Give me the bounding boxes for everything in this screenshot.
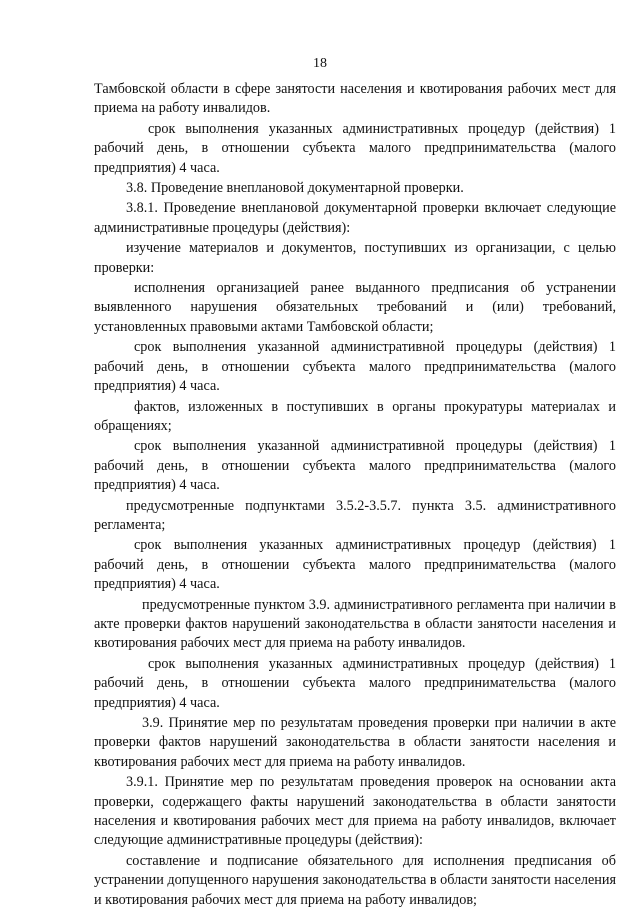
paragraph-order-drafting: составление и подписание обязательного для исполнения предписания об устранении допущенного нарушения законодательства в области занятости населения и квотирования рабочих мест для приема на работу инвалидов; [94,852,616,908]
paragraph-deadline: срок выполнения указанной административной процедуры (действия) 1 рабочий день, в отношении субъекта малого предпринимательства (малого предприятия) 4 часа. [94,339,616,395]
paragraph-point-3-9-ref: предусмотренные пунктом 3.9. административного регламента при наличии в акте проверки фактов нарушений законодательства в области занятости населения и квотирования рабочих мест для приема на работу инвалидов. [94,596,616,652]
paragraph-deadline: срок выполнения указанной административной процедуры (действия) 1 рабочий день, в отношении субъекта малого предпринимательства (малого предприятия) 4 часа. [94,438,616,494]
paragraph-deadline: срок выполнения указанных административных процедур (действия) 1 рабочий день, в отношении субъекта малого предпринимательства (малого предприятия) 4 часа. [94,537,616,593]
page-number: 18 [313,56,327,71]
paragraph-execution-order: исполнения организацией ранее выданного предписания об устранении выявленного нарушения обязательных требований и (или) требований, установленных правовыми актами Тамбовской области; [94,280,616,335]
section-heading-3-9: 3.9. Принятие мер по результатам проведения проверки при наличии в акте проверки фактов нарушений законодательства в области занятости населения и квотирования рабочих мест для приема на работу инвалидов. [94,715,616,770]
paragraph-deadline: срок выполнения указанных административных процедур (действия) 1 рабочий день, в отношении субъекта малого предпринимательства (малого предприятия) 4 часа. [94,655,616,711]
paragraph-continuation: Тамбовской области в сфере занятости населения и квотирования рабочих мест для приема на работу инвалидов. [94,81,616,117]
paragraph-subpoints: предусмотренные подпунктами 3.5.2-3.5.7. пункта 3.5. административного регламента; [94,497,616,533]
paragraph-3-8-1: 3.8.1. Проведение внеплановой документарной проверки включает следующие административные процедуры (действия): [94,200,616,236]
paragraph-study-materials: изучение материалов и документов, поступивших из организации, с целью проверки: [94,240,616,276]
document-body [94,80,616,911]
section-heading-3-8: 3.8. Проведение внеплановой документарной проверки. [126,180,464,197]
paragraph-deadline: срок выполнения указанных административных процедур (действия) 1 рабочий день, в отношении субъекта малого предпринимательства (малого предприятия) 4 часа. [94,120,616,176]
paragraph-3-9-1: 3.9.1. Принятие мер по результатам проведения проверок на основании акта проверки, содержащего факты нарушений законодательства в области занятости населения и квотирования рабочих мест для приема на работу инвалидов, включает следующие административные процедуры (действия): [94,774,616,849]
paragraph-facts-prosecutor: фактов, изложенных в поступивших в органы прокуратуры материалах и обращениях; [94,398,616,434]
